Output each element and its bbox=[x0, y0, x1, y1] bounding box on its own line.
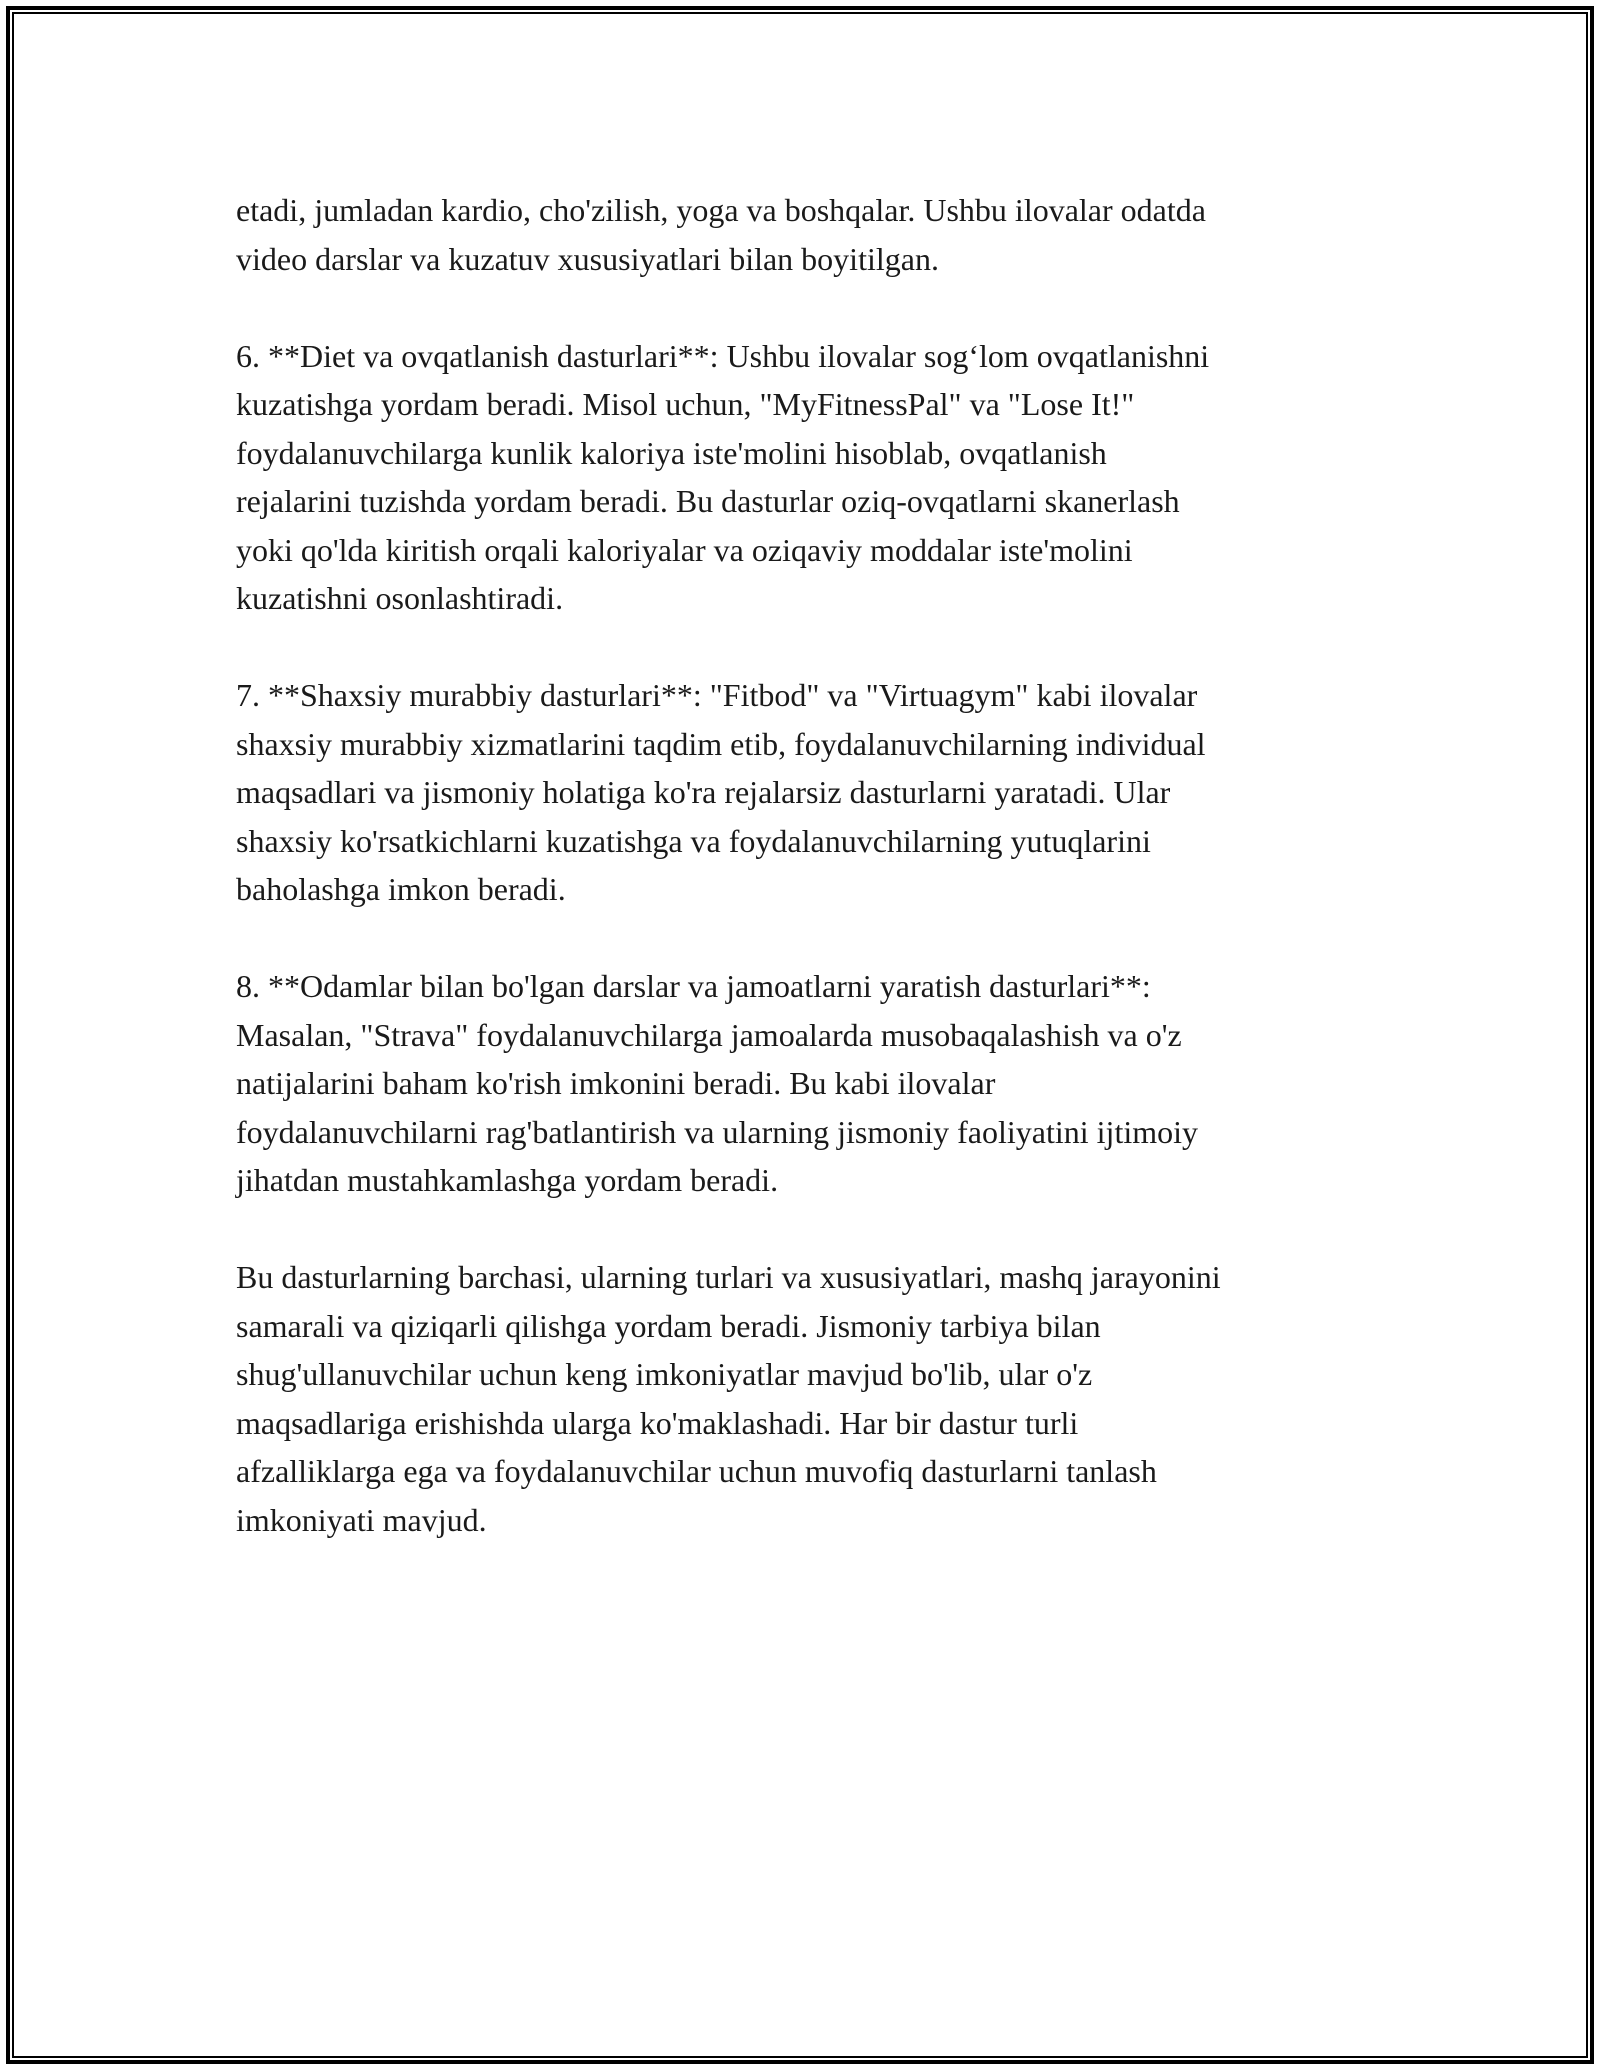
text-line: maqsadlari va jismoniy holatiga ko'ra rejalarsiz dasturlarni yaratadi. Ular bbox=[236, 774, 1171, 810]
text-line: baholashga imkon beradi. bbox=[236, 871, 566, 907]
text-line: kuzatishni osonlashtiradi. bbox=[236, 580, 564, 616]
text-line: video darslar va kuzatuv xususiyatlari bilan boyitilgan. bbox=[236, 240, 939, 277]
paragraph-item-7-personal-trainer bbox=[236, 671, 1396, 914]
text-line: yoki qo'lda kiritish orqali kaloriyalar va oziqaviy moddalar iste'molini bbox=[236, 531, 1133, 568]
text-line: maqsadlariga erishishda ularga ko'maklashadi. Har bir dastur turli bbox=[236, 1404, 1079, 1441]
paragraph-conclusion bbox=[236, 1253, 1396, 1544]
text-line: 7. **Shaxsiy murabbiy dasturlari**: "Fitbod" va "Virtuagym" kabi ilovalar bbox=[236, 677, 1198, 713]
paragraph-item-6-diet bbox=[236, 332, 1396, 623]
text-line: Masalan, "Strava" foydalanuvchilarga jamoalarda musobaqalashish va o'z bbox=[236, 1016, 1182, 1053]
text-line: etadi, jumladan kardio, cho'zilish, yoga va boshqalar. Ushbu ilovalar odatda bbox=[236, 192, 1206, 228]
paragraph-item-8-community bbox=[236, 962, 1396, 1205]
document-body bbox=[236, 186, 1396, 1593]
text-line: 8. **Odamlar bilan bo'lgan darslar va jamoatlarni yaratish dasturlari**: bbox=[236, 968, 1151, 1004]
text-line: kuzatishga yordam beradi. Misol uchun, "MyFitnessPal" va "Lose It!" bbox=[236, 386, 1135, 422]
text-line: rejalarini tuzishda yordam beradi. Bu dasturlar oziq-ovqatlarni skanerlash bbox=[236, 483, 1180, 519]
text-line: imkoniyati mavjud. bbox=[236, 1501, 487, 1538]
text-line: natijalarini baham ko'rish imkonini beradi. Bu kabi ilovalar bbox=[236, 1065, 996, 1101]
text-line: 6. **Diet va ovqatlanish dasturlari**: Ushbu ilovalar sog‘lom ovqatlanishni bbox=[236, 337, 1210, 374]
text-line: afzalliklarga ega va foydalanuvchilar uchun muvofiq dasturlarni tanlash bbox=[236, 1453, 1157, 1489]
text-line: jihatdan mustahkamlashga yordam beradi. bbox=[236, 1162, 779, 1198]
text-line: shug'ullanuvchilar uchun keng imkoniyatlar mavjud bo'lib, ular o'z bbox=[236, 1356, 1093, 1392]
text-line: foydalanuvchilarga kunlik kaloriya iste'molini hisoblab, ovqatlanish bbox=[236, 434, 1107, 471]
text-line: shaxsiy murabbiy xizmatlarini taqdim etib, foydalanuvchilarning individual bbox=[236, 725, 1206, 762]
text-line: shaxsiy ko'rsatkichlarni kuzatishga va foydalanuvchilarning yutuqlarini bbox=[236, 822, 1151, 859]
text-line: foydalanuvchilarni rag'batlantirish va ularning jismoniy faoliyatini ijtimoiy bbox=[236, 1113, 1198, 1150]
text-line: Bu dasturlarning barchasi, ularning turlari va xususiyatlari, mashq jarayonini bbox=[236, 1259, 1221, 1295]
paragraph-intro-continuation bbox=[236, 186, 1396, 283]
text-line: samarali va qiziqarli qilishga yordam beradi. Jismoniy tarbiya bilan bbox=[236, 1307, 1101, 1344]
